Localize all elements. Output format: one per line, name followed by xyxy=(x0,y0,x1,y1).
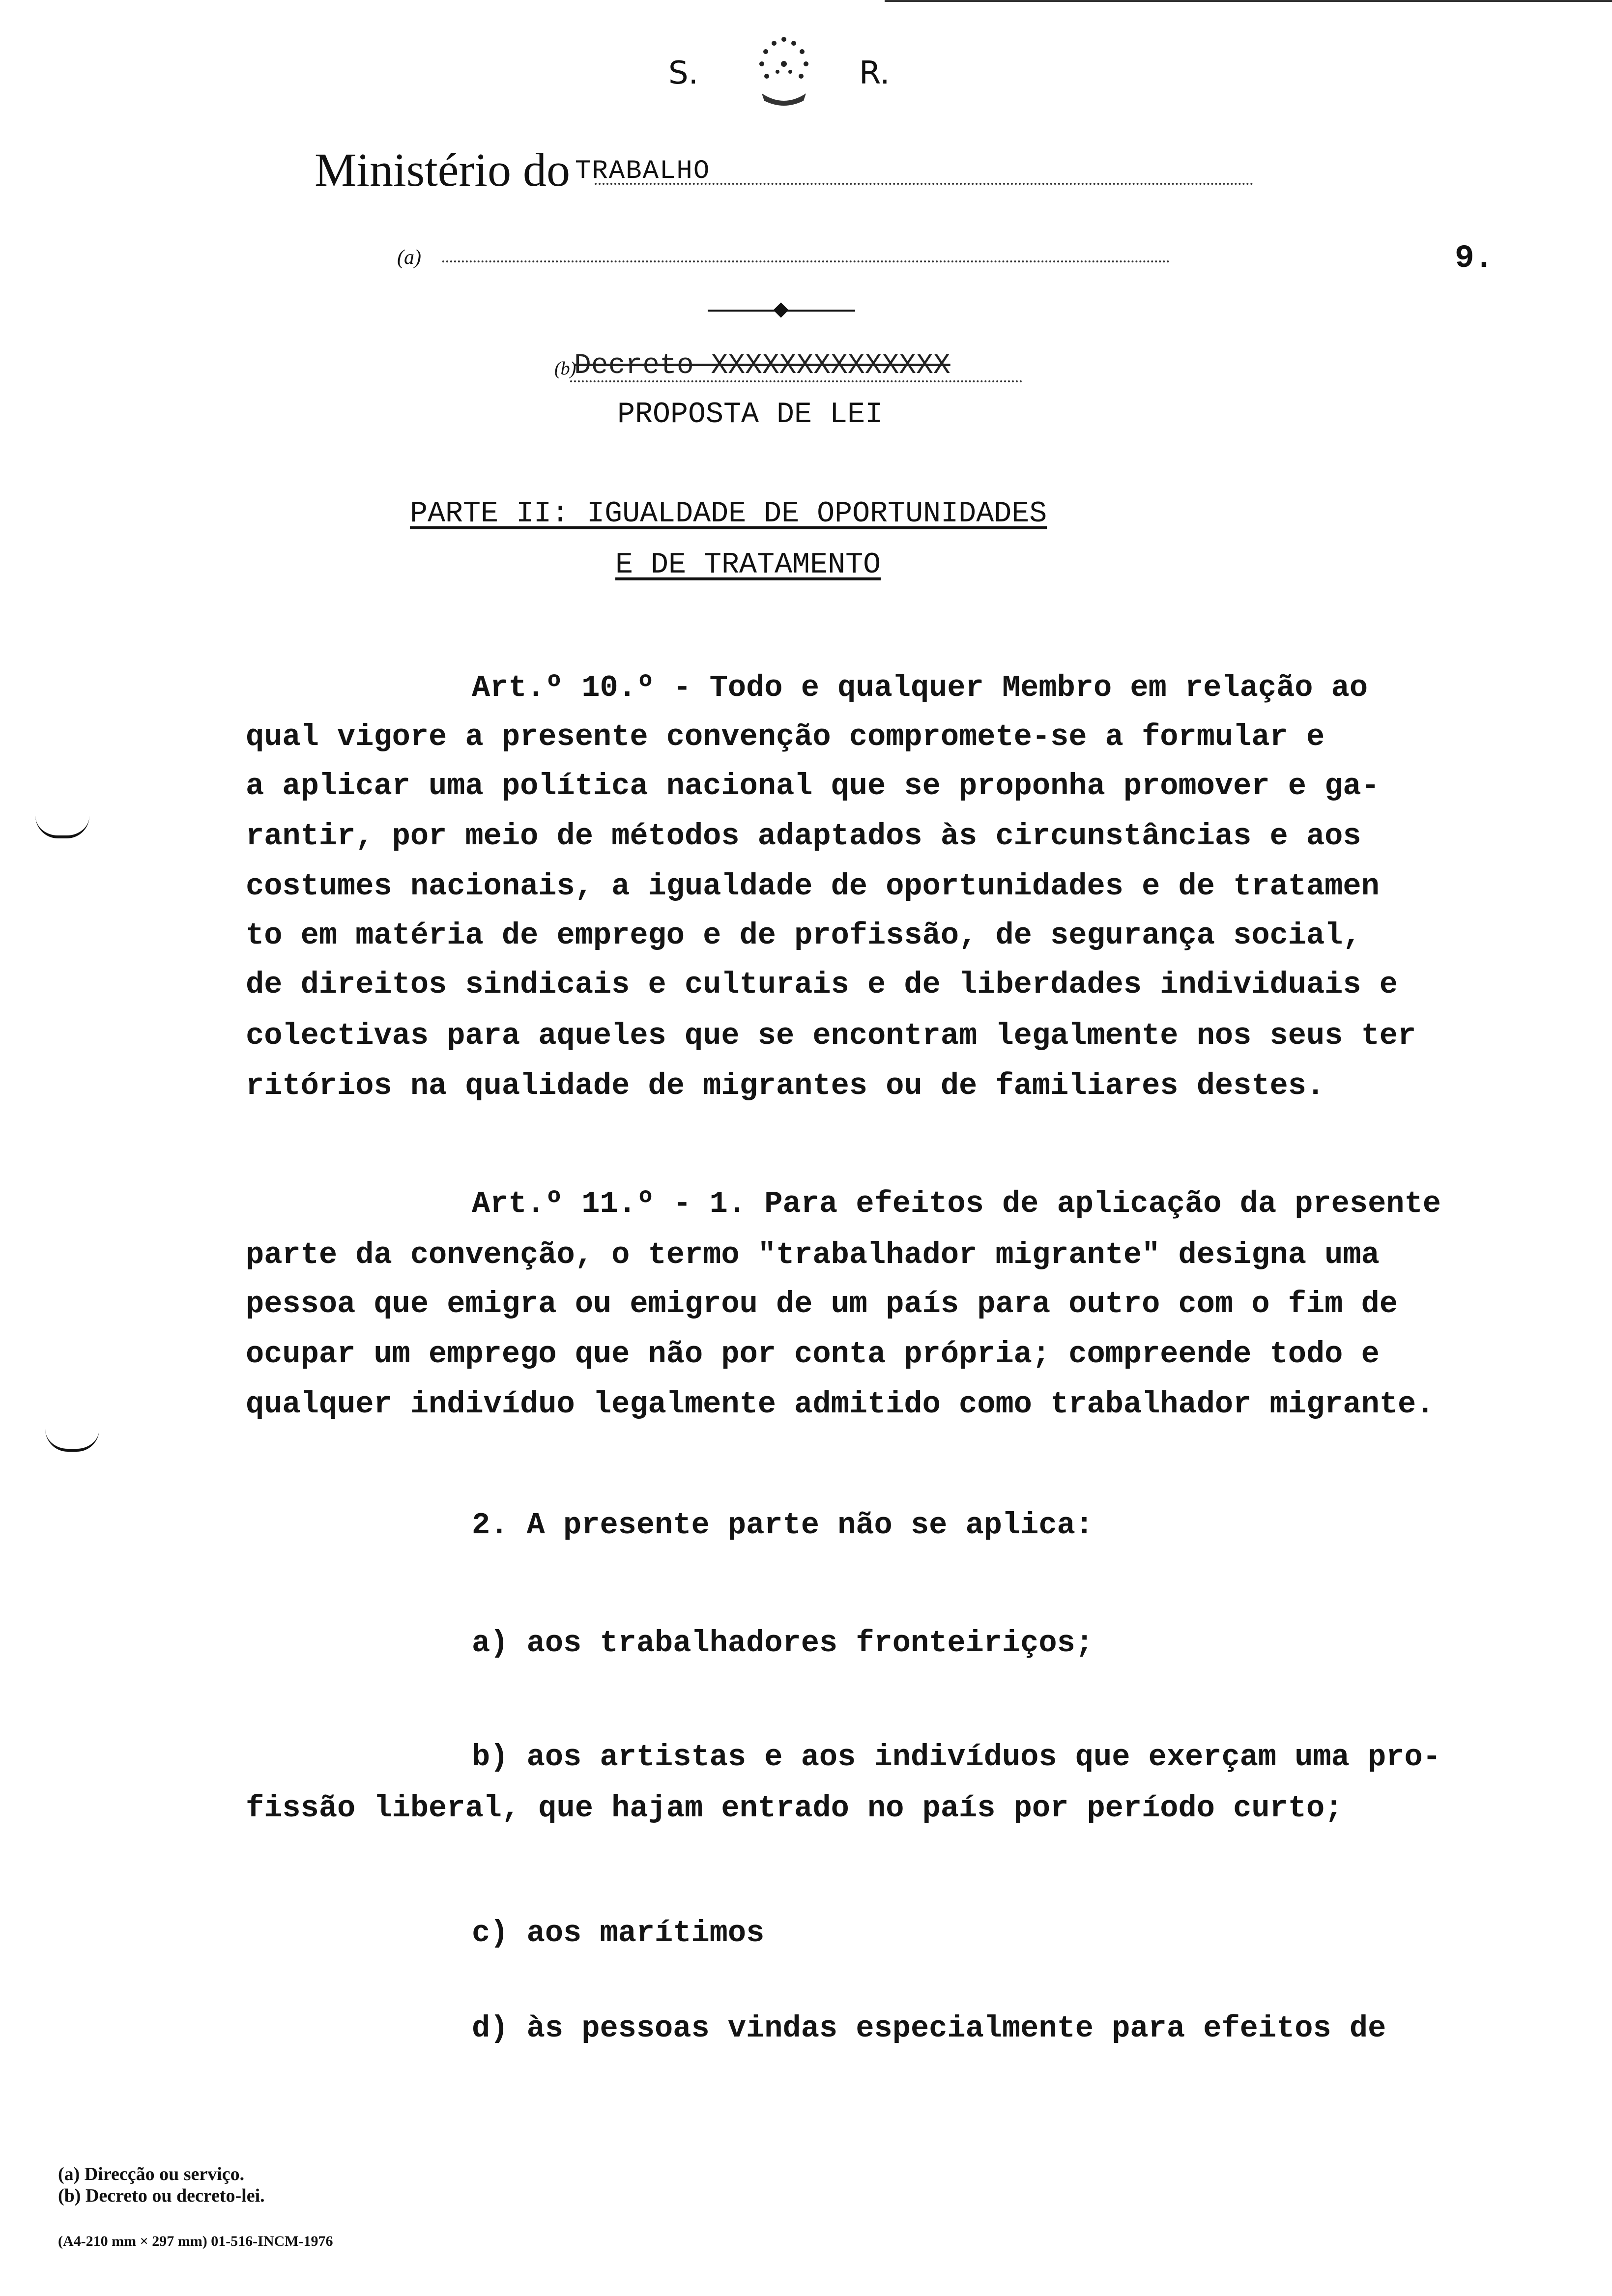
margin-bracket-mark xyxy=(35,816,89,838)
divider-diamond xyxy=(773,302,788,317)
service-label: (a) xyxy=(397,246,421,269)
ministry-dotted-line xyxy=(595,183,1253,185)
ministry-name-fill: TRABALHO xyxy=(575,156,711,186)
item-b-line: fissão liberal, que hajam entrado no país por período curto; xyxy=(246,1791,1343,1826)
item-a-line: a) aos trabalhadores fronteiriços; xyxy=(472,1626,1094,1661)
section-title-line1: PARTE II: IGUALDADE DE OPORTUNIDADES xyxy=(410,497,1047,531)
article-10-line: ritórios na qualidade de migrantes ou de familiares destes. xyxy=(246,1068,1325,1103)
article-11-line: Art.º 11.º - 1. Para efeitos de aplicação da presente xyxy=(472,1186,1441,1221)
section-title-line2: E DE TRATAMENTO xyxy=(615,548,881,582)
article-11-line: parte da convenção, o termo "trabalhador migrante" designa uma xyxy=(246,1237,1380,1272)
ministry-heading: Ministério do xyxy=(315,144,570,196)
article-10-line: Art.º 10.º - Todo e qualquer Membro em relação ao xyxy=(472,670,1368,705)
article-10-line: a aplicar uma política nacional que se proponha promover e ga- xyxy=(246,769,1380,804)
article-11-line: pessoa que emigra ou emigrou de um país para outro com o fim de xyxy=(246,1287,1398,1321)
decree-label: (b) xyxy=(554,358,576,379)
header-letter-s: S. xyxy=(668,55,698,91)
article-10-line: rantir, por meio de métodos adaptados às circunstâncias e aos xyxy=(246,819,1361,854)
document-title: PROPOSTA DE LEI xyxy=(617,398,883,431)
page-number: 9. xyxy=(1455,240,1494,277)
item-b-line: b) aos artistas e aos indivíduos que exerçam uma pro- xyxy=(472,1740,1441,1775)
margin-bracket-mark xyxy=(45,1429,99,1452)
coat-of-arms-emblem xyxy=(737,29,831,113)
item-d-line: d) às pessoas vindas especialmente para efeitos de xyxy=(472,2011,1386,2046)
footnote-b: (b) Decreto ou decreto-lei. xyxy=(58,2185,265,2206)
article-10-line: costumes nacionais, a igualdade de oportunidades e de tratamen xyxy=(246,869,1380,904)
article-10-line: qual vigore a presente convenção compromete-se a formular e xyxy=(246,719,1325,754)
decree-dotted-line xyxy=(570,380,1022,382)
article-10-line: colectivas para aqueles que se encontram legalmente nos seus ter xyxy=(246,1018,1416,1053)
top-edge-line xyxy=(885,0,1612,2)
service-dotted-line xyxy=(442,260,1170,262)
form-reference: (A4-210 mm × 297 mm) 01-516-INCM-1976 xyxy=(58,2233,333,2249)
paragraph-2-line: 2. A presente parte não se aplica: xyxy=(472,1508,1094,1543)
article-10-line: de direitos sindicais e culturais e de liberdades individuais e xyxy=(246,967,1398,1002)
footnote-a: (a) Direcção ou serviço. xyxy=(58,2164,245,2184)
article-11-line: qualquer indivíduo legalmente admitido como trabalhador migrante. xyxy=(246,1387,1435,1422)
decree-struck-text: Decreto XXXXXXXXXXXXXX xyxy=(574,350,950,382)
article-10-line: to em matéria de emprego e de profissão, de segurança social, xyxy=(246,918,1361,953)
item-c-line: c) aos marítimos xyxy=(472,1916,765,1951)
header-letter-r: R. xyxy=(859,55,890,91)
article-11-line: ocupar um emprego que não por conta própria; compreende todo e xyxy=(246,1337,1380,1372)
